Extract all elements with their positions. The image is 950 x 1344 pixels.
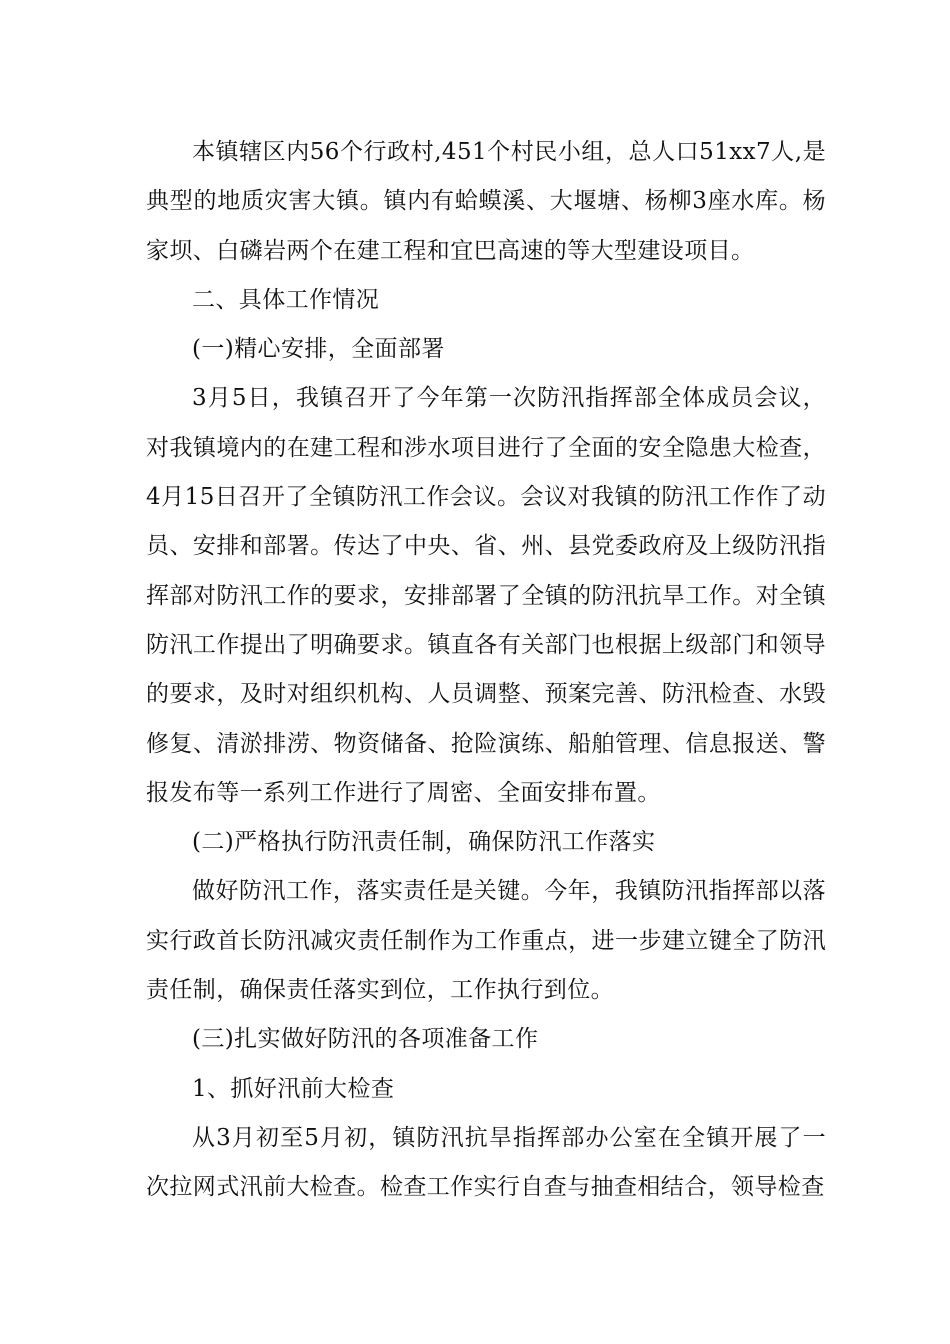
paragraph-inspection: 从3月初至5月初，镇防汛抗旱指挥部办公室在全镇开展了一次拉网式汛前大检查。检查工作实行自查与抽查相结合，领导检查 bbox=[146, 1124, 826, 1201]
subheading-responsibility: (二)严格执行防汛责任制，确保防汛工作落实 bbox=[192, 829, 656, 856]
subheading-arrangement: (一)精心安排，全面部署 bbox=[192, 336, 445, 363]
subheading-preparation: (三)扎实做好防汛的各项准备工作 bbox=[192, 1026, 539, 1053]
subheading-inspection: 1、抓好汛前大检查 bbox=[192, 1075, 395, 1102]
paragraph-overview: 本镇辖区内56个行政村,451个村民小组，总人口51xx7人,是典型的地质灾害大镇。镇内有蛤蟆溪、大堰塘、杨柳3座水库。杨家坝、白磷岩两个在建工程和宜巴高速的等大型建设项目。 bbox=[146, 139, 826, 264]
document-body bbox=[146, 128, 826, 1213]
paragraph-responsibility: 做好防汛工作，落实责任是关键。今年，我镇防汛指挥部以落实行政首长防汛减灾责任制作为工作重点，进一步建立键全了防汛责任制，确保责任落实到位，工作执行到位。 bbox=[146, 878, 826, 1004]
paragraph-meetings: 3月5日，我镇召开了今年第一次防汛指挥部全体成员会议，对我镇境内的在建工程和涉水项目进行了全面的安全隐患大检查， 4月15日召开了全镇防汛工作会议。会议对我镇的防汛工作作了动员、安排和部署。传达了中央、省、州、县党委政府及上级防汛指挥部对防汛工作的要求，安排部署了全镇的防汛抗旱工作。对全镇防汛工作提出了明确要求。镇直各有关部门也根据上级部门和领导的要求，及时对组织机构、人员调整、预案完善、防汛检查、水毁修复、清淤排涝、物资储备、抢险演练、船舶管理、信息报送、警报发布等一系列工作进行了周密、全面安排布置。 bbox=[146, 385, 826, 806]
section-heading-work-situation: 二、具体工作情况 bbox=[192, 286, 380, 313]
